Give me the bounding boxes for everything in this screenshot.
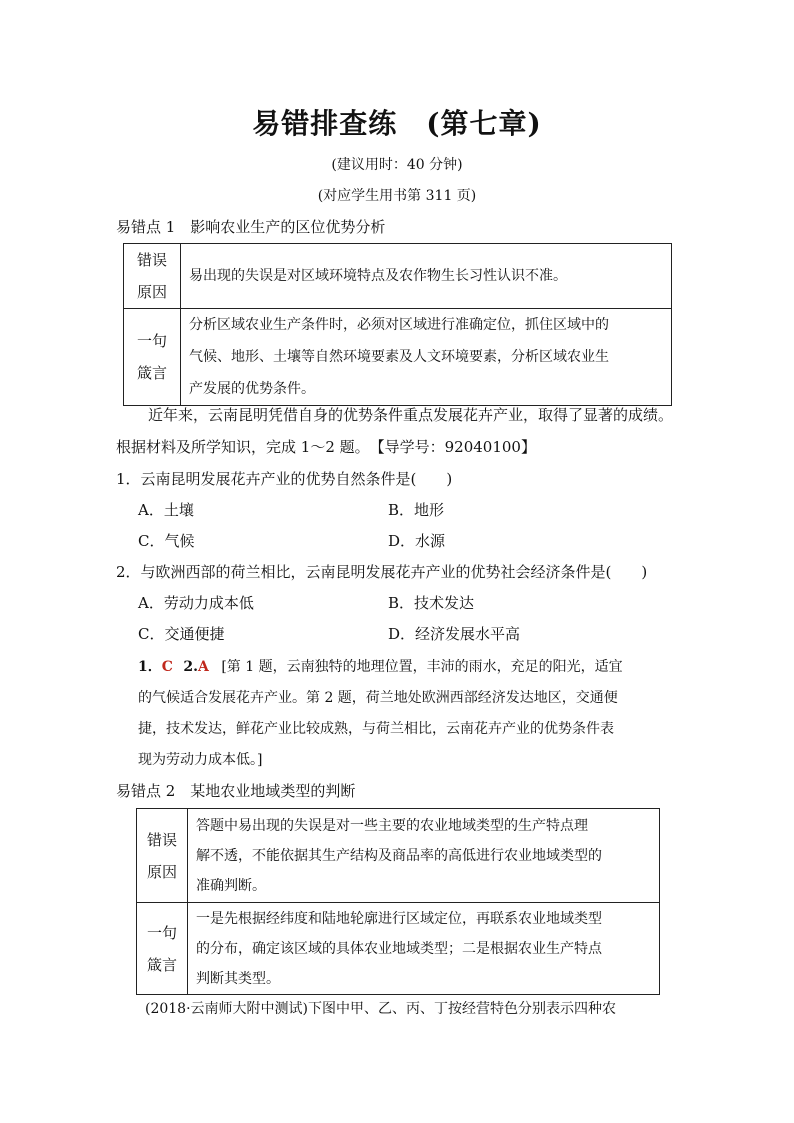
section-heading-1: 易错点 1 影响农业生产的区位优势分析: [116, 218, 386, 236]
answer-block-line: 捷，技术发达，鲜花产业比较成熟，与荷兰相比，云南花卉产业的优势条件表: [138, 721, 614, 737]
page-title: 易错排查练 (第七章): [252, 107, 542, 140]
advice-label: 一句 箴言: [137, 903, 188, 995]
question-1-stem: 1．云南昆明发展花卉产业的优势自然条件是( ): [116, 470, 453, 488]
answer-block-line: 现为劳动力成本低。]: [138, 752, 263, 768]
q1-option-d: D．水源: [388, 532, 446, 550]
advice-text: 分析区域农业生产条件时，必须对区域进行准确定位，抓住区域中的 气候、地形、土壤等自然环境要素及人文环境要素，分析区域农业生 产发展的优势条件。: [181, 309, 672, 406]
answer-q2: A: [197, 659, 209, 675]
q2-option-c: C．交通便捷: [138, 625, 225, 643]
q2-option-a: A．劳动力成本低: [138, 594, 254, 612]
q2-option-b: B．技术发达: [388, 594, 475, 612]
q1-option-c: C．气候: [138, 532, 195, 550]
material-paragraph-line: 根据材料及所学知识，完成 1～2 题。 【导学号：92040100】: [116, 438, 536, 456]
tip-table-1: [123, 243, 672, 406]
material-paragraph-line: (2018·云南师大附中测试)下图中甲、乙、丙、丁按经营特色分别表示四种农: [145, 1001, 617, 1017]
cause-text: 易出现的失误是对区域环境特点及农作物生长习性认识不准。: [181, 244, 672, 309]
q2-option-d: D．经济发展水平高: [388, 625, 521, 643]
cause-text: 答题中易出现的失误是对一些主要的农业地域类型的生产特点理 解不透，不能依据其生产结构及商品率的高低进行农业地域类型的 准确判断。: [188, 809, 660, 903]
advice-text: 一是先根据经纬度和陆地轮廓进行区域定位，再联系农业地域类型 的分布，确定该区域的具体农业地域类型；二是根据农业生产特点 判断其类型。: [188, 903, 660, 995]
q1-option-a: A．土壤: [138, 501, 194, 519]
suggested-time: (建议用时：40 分钟): [331, 157, 463, 173]
answer-q1: C: [161, 659, 173, 675]
section-heading-2: 易错点 2 某地农业地域类型的判断: [116, 782, 356, 800]
material-paragraph-line: 近年来，云南昆明凭借自身的优势条件重点发展花卉产业，取得了显著的成绩。: [148, 406, 674, 424]
q1-option-b: B．地形: [388, 501, 445, 519]
cause-label: 错误 原因: [137, 809, 188, 903]
tip-table-2: [136, 808, 660, 995]
question-2-stem: 2．与欧洲西部的荷兰相比，云南昆明发展花卉产业的优势社会经济条件是( ): [116, 563, 648, 581]
book-page-reference: (对应学生用书第 311 页): [317, 188, 477, 204]
answer-block-line: 的气候适合发展花卉产业。第 2 题，荷兰地处欧洲西部经济发达地区，交通便: [138, 690, 618, 706]
cause-label: 错误 原因: [124, 244, 181, 309]
answer-block-line-1: 1．C 2.A [第 1 题，云南独特的地理位置，丰沛的雨水，充足的阳光，适宜: [138, 659, 623, 675]
advice-label: 一句 箴言: [124, 309, 181, 406]
